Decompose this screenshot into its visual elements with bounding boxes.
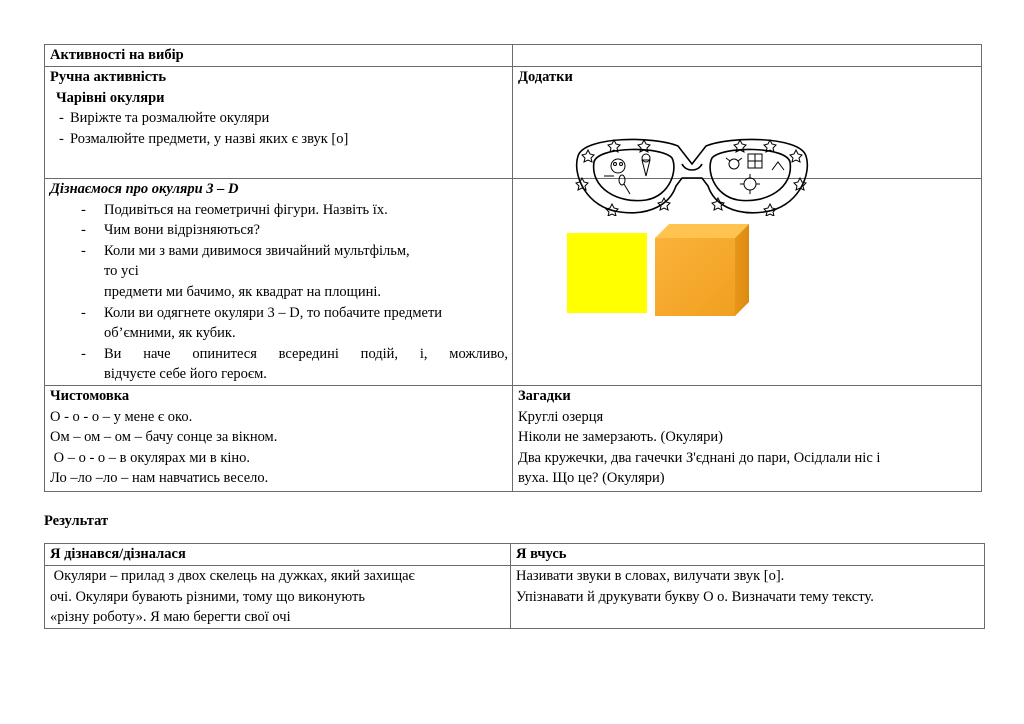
tongue-twister-cell xyxy=(45,385,513,491)
text-line: Окуляри – прилад з двох скелець на дужках, який захищає xyxy=(50,568,415,584)
list-item-continuation: то усі xyxy=(104,263,139,280)
list-item-continuation: предмети ми бачимо, як квадрат на площині. xyxy=(104,283,382,300)
text-line: О - о - о – у мене є око. xyxy=(50,408,193,425)
learning-cell xyxy=(511,566,985,629)
result-heading: Результат xyxy=(44,513,109,529)
3d-glasses-cell xyxy=(45,179,513,386)
tongue-twister-title: Чистомовка xyxy=(50,387,130,404)
orange-cube xyxy=(655,224,749,316)
attachments-title: Додатки xyxy=(518,69,573,85)
list-item: - Подивіться на геометричні фігури. Назвіть їх. xyxy=(81,201,388,218)
text-line: Називати звуки в словах, вилучати звук [о]. xyxy=(516,568,785,584)
list-item: - Коли ви одягнете окуляри 3 – D, то побачите предмети xyxy=(81,304,443,321)
list-item-continuation: відчуєте себе його героєм. xyxy=(104,366,267,383)
header-empty-cell xyxy=(513,45,982,67)
list-item: - Ви наче опинитеся всередині подій, і, можливо, xyxy=(81,345,508,362)
3d-glasses-title: Дізнаємося про окуляри 3 – D xyxy=(50,181,239,197)
list-item: - Коли ми з вами дивимося звичайний мультфільм, xyxy=(81,242,410,259)
activities-table xyxy=(44,44,982,492)
glasses-coloring-image xyxy=(574,134,810,216)
header-activities-choice: Активності на вибір xyxy=(45,45,513,67)
list-item-continuation: об’ємними, як кубик. xyxy=(104,325,236,342)
text-line: Круглі озерця xyxy=(518,408,604,425)
list-item: - Розмалюйте предмети, у назві яких є звук [о] xyxy=(59,130,349,147)
text-line: «різну роботу». Я маю берегти свої очі xyxy=(50,609,291,626)
attachments-cell xyxy=(513,67,982,179)
yellow-square xyxy=(567,233,647,313)
riddles-title: Загадки xyxy=(518,387,571,404)
text-line: Ніколи не замерзають. (Окуляри) xyxy=(518,429,724,446)
text-line: Два кружечки, два гачечки З'єднані до пари, Осідлали ніс і xyxy=(518,449,881,466)
text-line: Ом – ом – ом – бачу сонце за вікном. xyxy=(50,429,278,446)
learned-cell xyxy=(45,566,511,629)
list-item: - Виріжте та розмалюйте окуляри xyxy=(59,110,270,127)
magic-glasses-subtitle: Чарівні окуляри xyxy=(56,89,165,106)
list-item: - Чим вони відрізняються? xyxy=(81,222,260,239)
result-table xyxy=(44,543,985,629)
header-learned: Я дізнався/дізналася xyxy=(45,544,511,566)
text-line: очі. Окуляри бувають різними, тому що виконують xyxy=(50,588,365,605)
text-line: О – о - о – в окулярах ми в кіно. xyxy=(50,449,251,466)
riddles-cell xyxy=(513,385,982,491)
text-line: вуха. Що це? (Окуляри) xyxy=(518,470,665,487)
manual-activity-cell xyxy=(45,67,513,179)
header-learning: Я вчусь xyxy=(511,544,985,566)
manual-activity-title: Ручна активність xyxy=(50,69,167,85)
text-line: Упізнавати й друкувати букву О о. Визначати тему тексту. xyxy=(516,588,874,605)
text-line: Ло –ло –ло – нам навчатись весело. xyxy=(50,470,269,487)
